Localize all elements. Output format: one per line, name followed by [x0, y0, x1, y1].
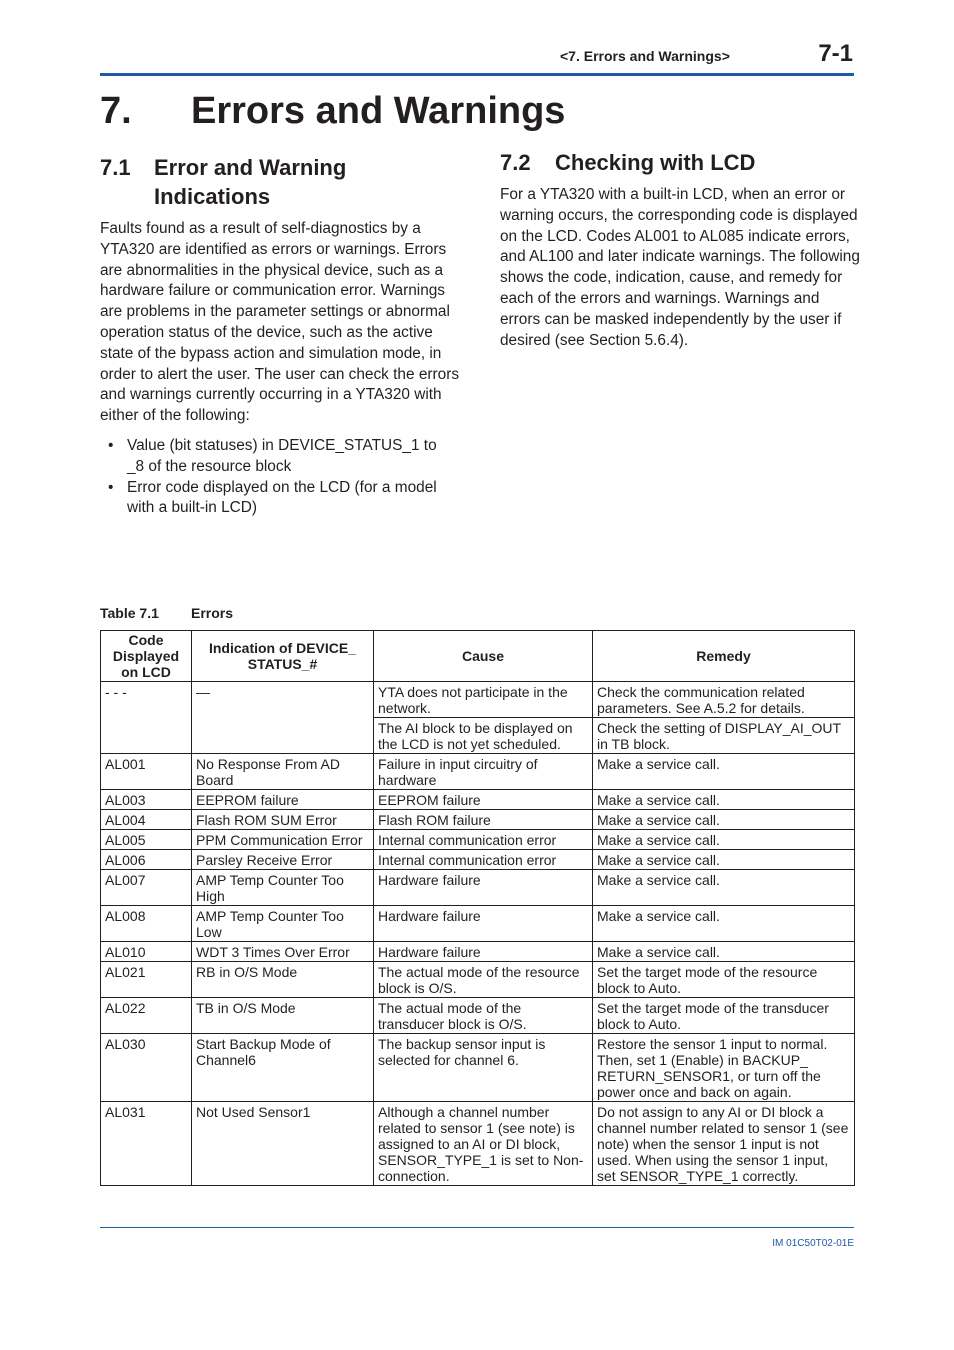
- cell-indication: —: [192, 682, 374, 754]
- table-row: [101, 850, 855, 870]
- cell-code: AL031: [101, 1102, 192, 1186]
- bullet-icon: •: [108, 437, 114, 454]
- bullet-list: [100, 436, 450, 519]
- cell-cause: The AI block to be displayed on the LCD is not yet scheduled.: [374, 718, 593, 754]
- section-7-2-title: [500, 148, 854, 177]
- list-item: [100, 436, 450, 478]
- table-caption-label: Table 7.1: [100, 605, 159, 621]
- footer-divider: [100, 1227, 854, 1228]
- bullet-text: Error code displayed on the LCD (for a model with a built-in LCD): [127, 478, 437, 517]
- errors-table: [100, 630, 855, 1186]
- cell-indication: TB in O/S Mode: [192, 998, 374, 1034]
- cell-remedy: Make a service call.: [593, 942, 855, 962]
- column-header-remedy: Remedy: [593, 631, 855, 682]
- table-row: [101, 830, 855, 850]
- cell-indication: Flash ROM SUM Error: [192, 810, 374, 830]
- column-header-code: Code Displayed on LCD: [101, 631, 192, 682]
- cell-cause: Flash ROM failure: [374, 810, 593, 830]
- cell-code: AL008: [101, 906, 192, 942]
- cell-remedy: Make a service call.: [593, 790, 855, 810]
- section-title-text: Checking with LCD: [555, 150, 756, 175]
- cell-code: AL007: [101, 870, 192, 906]
- cell-remedy: Check the communication related parameters. See A.5.2 for details.: [593, 682, 855, 718]
- cell-cause: Internal communication error: [374, 850, 593, 870]
- table-row: [101, 962, 855, 998]
- cell-remedy: Do not assign to any AI or DI block a channel number related to sensor 1 (see note) when the sensor 1 input is not used. When using the sensor 1 input, set SENSOR_TYPE_1 correctly.: [593, 1102, 855, 1186]
- cell-remedy: Set the target mode of the resource block to Auto.: [593, 962, 855, 998]
- cell-remedy: Check the setting of DISPLAY_AI_OUT in TB block.: [593, 718, 855, 754]
- cell-cause: Failure in input circuitry of hardware: [374, 754, 593, 790]
- section-number: 7.2: [500, 150, 531, 175]
- table-row: [101, 942, 855, 962]
- cell-remedy: Make a service call.: [593, 850, 855, 870]
- chapter-number: 7.: [100, 90, 132, 132]
- cell-cause: EEPROM failure: [374, 790, 593, 810]
- cell-code: AL021: [101, 962, 192, 998]
- cell-cause: The actual mode of the resource block is O/S.: [374, 962, 593, 998]
- cell-remedy: Restore the sensor 1 input to normal. Then, set 1 (Enable) in BACKUP_ RETURN_SENSOR1, or turn off the power once and back on again.: [593, 1034, 855, 1102]
- cell-code: AL004: [101, 810, 192, 830]
- cell-cause: Although a channel number related to sensor 1 (see note) is assigned to an AI or DI block, SENSOR_TYPE_1 is set to Non-connection.: [374, 1102, 593, 1186]
- cell-cause: Hardware failure: [374, 906, 593, 942]
- cell-code: AL022: [101, 998, 192, 1034]
- cell-indication: AMP Temp Counter Too Low: [192, 906, 374, 942]
- cell-indication: AMP Temp Counter Too High: [192, 870, 374, 906]
- cell-remedy: Make a service call.: [593, 870, 855, 906]
- cell-remedy: Make a service call.: [593, 810, 855, 830]
- section-7-1-body: Faults found as a result of self-diagnostics by a YTA320 are identified as errors or warnings. Errors are abnormalities in the physical device, such as a hardware failure or communication error. Warnings are problems in the parameter settings or abnormal operation status of the device, such as the active state of the bypass action and simulation mode, in order to alert the user. The user can check the errors and warnings currently occurring in a YTA320 with either of the following:: [100, 220, 460, 425]
- table-row: [101, 754, 855, 790]
- table-caption: [100, 605, 233, 621]
- cell-cause: The backup sensor input is selected for channel 6.: [374, 1034, 593, 1102]
- table-header-row: [101, 631, 855, 682]
- cell-indication: PPM Communication Error: [192, 830, 374, 850]
- cell-indication: Not Used Sensor1: [192, 1102, 374, 1186]
- cell-code: AL001: [101, 754, 192, 790]
- cell-remedy: Make a service call.: [593, 906, 855, 942]
- table-row: [101, 998, 855, 1034]
- cell-code: AL030: [101, 1034, 192, 1102]
- column-header-indication: Indication of DEVICE_ STATUS_#: [192, 631, 374, 682]
- cell-code: AL005: [101, 830, 192, 850]
- cell-indication: EEPROM failure: [192, 790, 374, 810]
- chapter-title: [100, 90, 565, 133]
- section-number: 7.1: [100, 155, 131, 180]
- table-caption-title: Errors: [191, 605, 234, 621]
- bullet-icon: •: [108, 478, 114, 496]
- table-row: [101, 682, 855, 718]
- cell-indication: No Response From AD Board: [192, 754, 374, 790]
- table-row: [101, 870, 855, 906]
- cell-cause: Internal communication error: [374, 830, 593, 850]
- cell-indication: Parsley Receive Error: [192, 850, 374, 870]
- column-header-cause: Cause: [374, 631, 593, 682]
- page-number: 7-1: [818, 40, 853, 67]
- running-header: <7. Errors and Warnings>: [560, 48, 730, 64]
- cell-code: - - -: [101, 682, 192, 754]
- section-7-2-body: For a YTA320 with a built-in LCD, when an error or warning occurs, the corresponding code is displayed on the LCD. Codes AL001 to AL085 indicate errors, and AL100 and later indicate warnings. The following shows the code, indication, cause, and remedy for each of the errors and warnings. Warnings and errors can be masked independently by the user if desired (see Section 5.6.4).: [500, 186, 860, 349]
- header-divider: [100, 73, 854, 76]
- section-title-text: Error and Warning Indications: [154, 155, 347, 209]
- section-7-1-title: [100, 153, 440, 211]
- cell-cause: The actual mode of the transducer block is O/S.: [374, 998, 593, 1034]
- document-id: IM 01C50T02-01E: [772, 1238, 854, 1249]
- table-row: [101, 1034, 855, 1102]
- table-row: [101, 810, 855, 830]
- cell-remedy: Make a service call.: [593, 754, 855, 790]
- cell-remedy: Set the target mode of the transducer block to Auto.: [593, 998, 855, 1034]
- table-row: [101, 906, 855, 942]
- cell-cause: Hardware failure: [374, 942, 593, 962]
- cell-cause: Hardware failure: [374, 870, 593, 906]
- cell-indication: RB in O/S Mode: [192, 962, 374, 998]
- table-row: [101, 1102, 855, 1186]
- cell-code: AL003: [101, 790, 192, 810]
- cell-code: AL006: [101, 850, 192, 870]
- cell-cause: YTA does not participate in the network.: [374, 682, 593, 718]
- chapter-title-text: Errors and Warnings: [191, 90, 566, 132]
- cell-remedy: Make a service call.: [593, 830, 855, 850]
- bullet-text: Value (bit statuses) in DEVICE_STATUS_1 to _8 of the resource block: [127, 437, 437, 475]
- cell-indication: WDT 3 Times Over Error: [192, 942, 374, 962]
- cell-code: AL010: [101, 942, 192, 962]
- list-item: [100, 478, 450, 520]
- cell-indication: Start Backup Mode of Channel6: [192, 1034, 374, 1102]
- table-row: [101, 790, 855, 810]
